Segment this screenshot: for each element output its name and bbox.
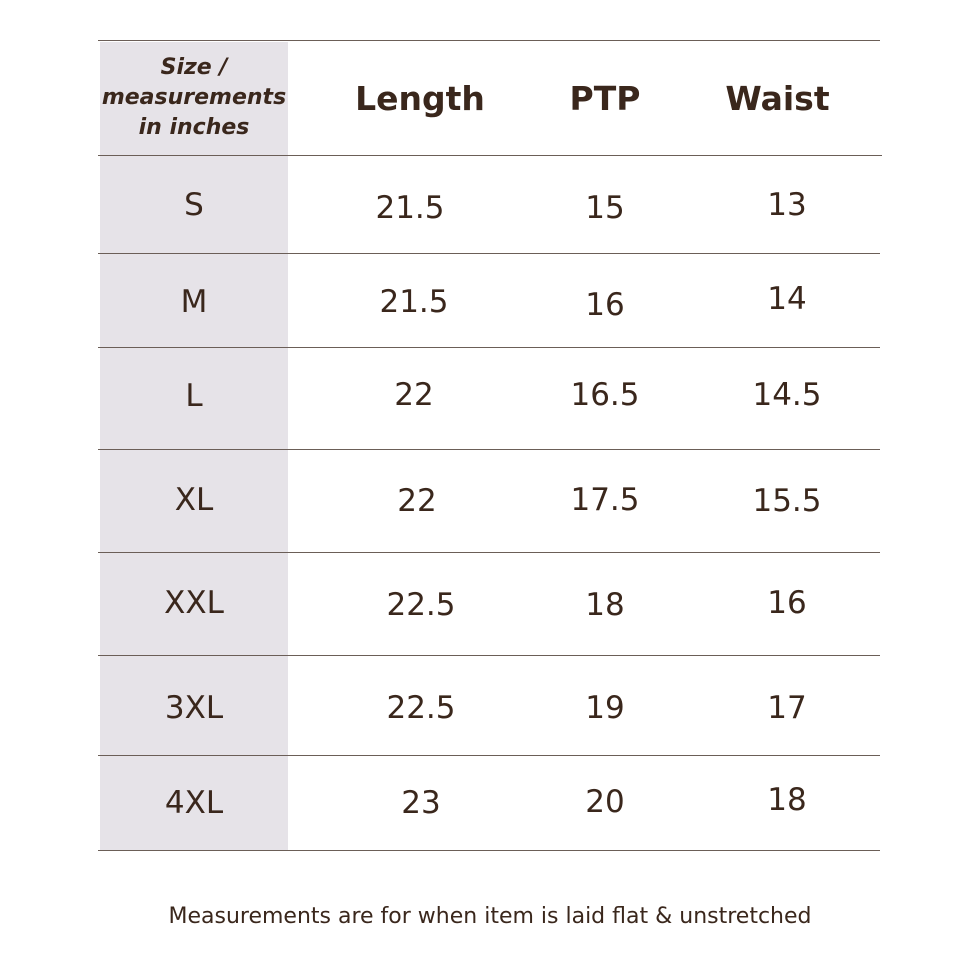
length-cell: 22.5 (386, 690, 456, 726)
size-header-line: Size / (160, 55, 228, 80)
ptp-cell: 18 (585, 587, 625, 623)
row-divider (98, 449, 880, 450)
size-cell: M (180, 284, 208, 320)
waist-cell: 16 (767, 585, 807, 621)
ptp-cell: 20 (585, 784, 625, 820)
length-cell: 23 (401, 785, 441, 821)
waist-cell: 14.5 (752, 377, 822, 413)
size-cell: XXL (164, 585, 224, 621)
size-header-line: measurements (101, 85, 287, 110)
measurement-footnote: Measurements are for when item is laid flat & unstretched (168, 904, 812, 929)
row-divider (98, 253, 880, 254)
table-bottom-rule (98, 850, 880, 851)
row-divider (98, 347, 880, 348)
size-cell: XL (174, 482, 214, 518)
size-cell: S (184, 187, 204, 223)
table-top-rule (98, 40, 880, 41)
ptp-cell: 15 (585, 190, 625, 226)
size-cell: 3XL (164, 690, 224, 726)
waist-cell: 15.5 (752, 483, 822, 519)
length-cell: 22.5 (386, 587, 456, 623)
waist-header: Waist (725, 78, 830, 118)
size-cell: 4XL (164, 785, 224, 821)
ptp-cell: 16 (585, 287, 625, 323)
header-bottom-rule (98, 155, 882, 156)
ptp-cell: 17.5 (570, 482, 640, 518)
row-divider (98, 552, 880, 553)
size-cell: L (185, 378, 203, 414)
row-divider (98, 755, 880, 756)
waist-cell: 14 (767, 281, 807, 317)
ptp-cell: 19 (585, 690, 625, 726)
ptp-header: PTP (569, 78, 641, 118)
length-cell: 21.5 (379, 284, 449, 320)
length-header: Length (355, 78, 485, 118)
waist-cell: 18 (767, 782, 807, 818)
waist-cell: 17 (767, 690, 807, 726)
length-cell: 22 (397, 483, 437, 519)
length-cell: 22 (394, 377, 434, 413)
length-cell: 21.5 (375, 190, 445, 226)
row-divider (98, 655, 880, 656)
size-header-line: in inches (138, 115, 250, 140)
size-header-cell (100, 48, 288, 148)
waist-cell: 13 (767, 187, 807, 223)
ptp-cell: 16.5 (570, 377, 640, 413)
